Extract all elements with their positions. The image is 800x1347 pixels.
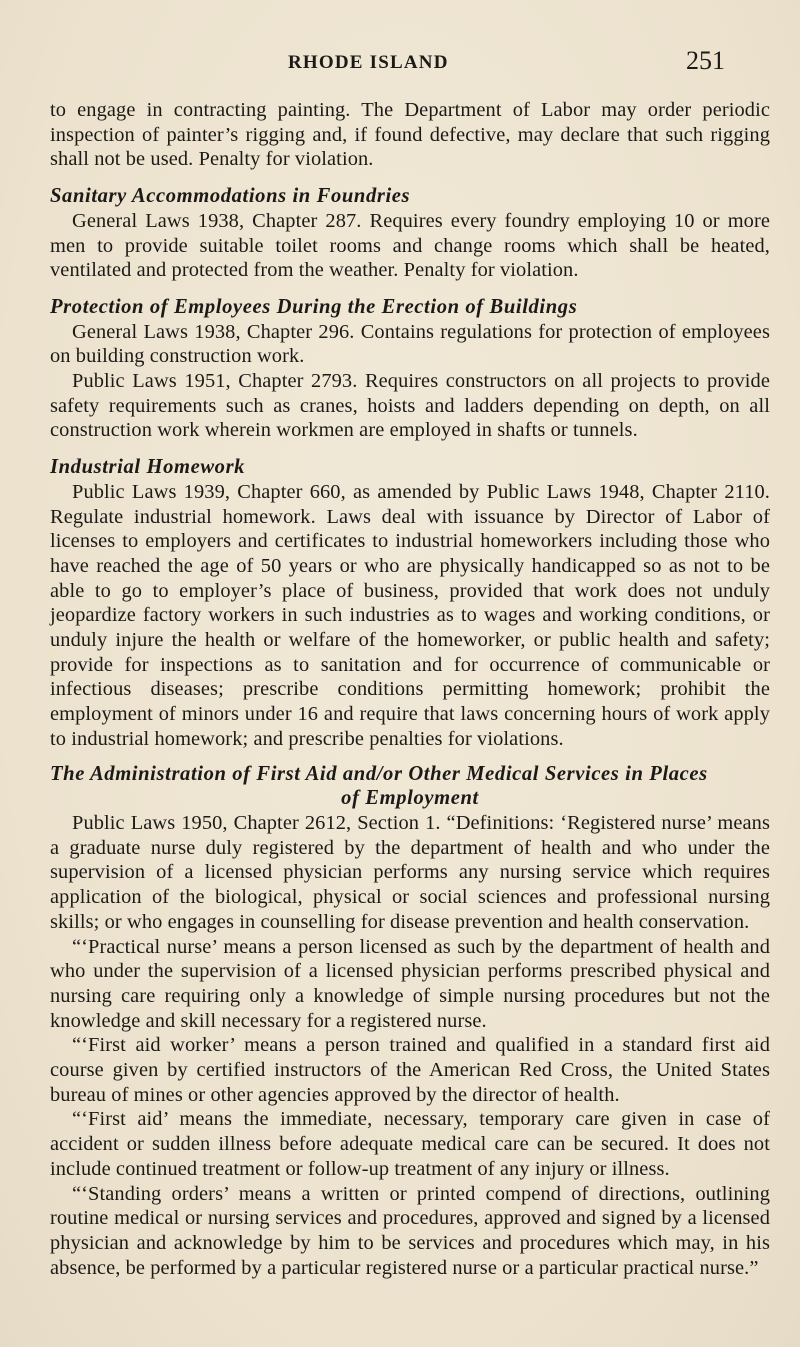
paragraph-homework-1: Public Laws 1939, Chapter 660, as amended by Public Laws 1948, Chapter 2110. Regulate industrial homework. Laws deal with issuance by Director of Labor of licenses to employers and certificates to industrial homeworkers including those who have reached the age of 50 years or who are physically handicapped so as not to be able to go to employer’s place of business, provided that work does not unduly jeopardize factory workers in such industries as to wages and working conditions, or unduly injure the health or welfare of the homeworker, or public health and safety; provide for inspections as to sanitation and for occurrence of communicable or infectious diseases; prescribe conditions permitting homework; prohibit the employment of minors under 16 and require that laws concerning hours of work apply to industrial homework; and prescribe penalties for violations. (50, 480, 770, 750)
running-head (0, 46, 800, 86)
paragraph-first-aid-2: “‘Practical nurse’ means a person licensed as such by the department of health and who under the supervision of a licensed physician performs prescribed physical and nursing care requiring only a knowledge of simple nursing procedures but not the knowledge and skill necessary for a registered nurse. (50, 935, 770, 1032)
paragraph-first-aid-3: “‘First aid worker’ means a person trained and qualified in a standard first aid course given by certified instructors of the American Red Cross, the United States bureau of mines or other agencies approved by the director of health. (50, 1034, 770, 1106)
paragraph-first-aid-5: “‘Standing orders’ means a written or printed compend of directions, outlining routine medical or nursing services and procedures, approved and signed by a licensed physician and acknowledge by him to be services and procedures which may, in his absence, be performed by a particular registered nurse or a particular practical nurse.” (50, 1182, 770, 1279)
paragraph-first-aid-4: “‘First aid’ means the immediate, necessary, temporary care given in case of accident or sudden illness before adequate medical care can be secured. It does not include continued treatment or follow-up treatment of any injury or illness. (50, 1108, 770, 1180)
running-title: RHODE ISLAND (288, 52, 449, 73)
heading-first-aid-continued: of Employment (341, 787, 479, 810)
paragraph-protection-1: General Laws 1938, Chapter 296. Contains regulations for protection of employees on building construction work. (50, 320, 770, 368)
heading-industrial-homework: Industrial Homework (50, 456, 246, 479)
paragraph-sanitary-1: General Laws 1938, Chapter 287. Requires every foundry employing 10 or more men to provide suitable toilet rooms and change rooms which shall be heated, ventilated and protected from the weather. Penalty for violation. (50, 209, 770, 282)
paragraph-protection-2: Public Laws 1951, Chapter 2793. Requires constructors on all projects to provide safety requirements such as cranes, hoists and ladders depending on depth, on all construction work wherein workmen are employed in shafts or tunnels. (50, 370, 770, 442)
heading-protection-of-employees: Protection of Employees During the Erection of Buildings (50, 295, 578, 318)
paragraph-first-aid-1: Public Laws 1950, Chapter 2612, Section 1. “Definitions: ‘Registered nurse’ means a graduate nurse duly registered by the department of health and who under the supervision of a licensed physician performs any nursing service which requires application of the biological, physical or social sciences and professional nursing skills; or who engages in counselling for disease prevention and health conservation. (50, 811, 770, 933)
page-number: 251 (686, 46, 725, 75)
heading-sanitary-accommodations: Sanitary Accommodations in Foundries (50, 185, 411, 208)
heading-first-aid: The Administration of First Aid and/or Other Medical Services in Places (50, 762, 708, 785)
intro-paragraph: to engage in contracting painting. The Department of Labor may order periodic inspection of painter’s rigging and, if found defective, may declare that such rigging shall not be used. Penalty for violation. (50, 99, 770, 171)
page-body (50, 98, 770, 1280)
